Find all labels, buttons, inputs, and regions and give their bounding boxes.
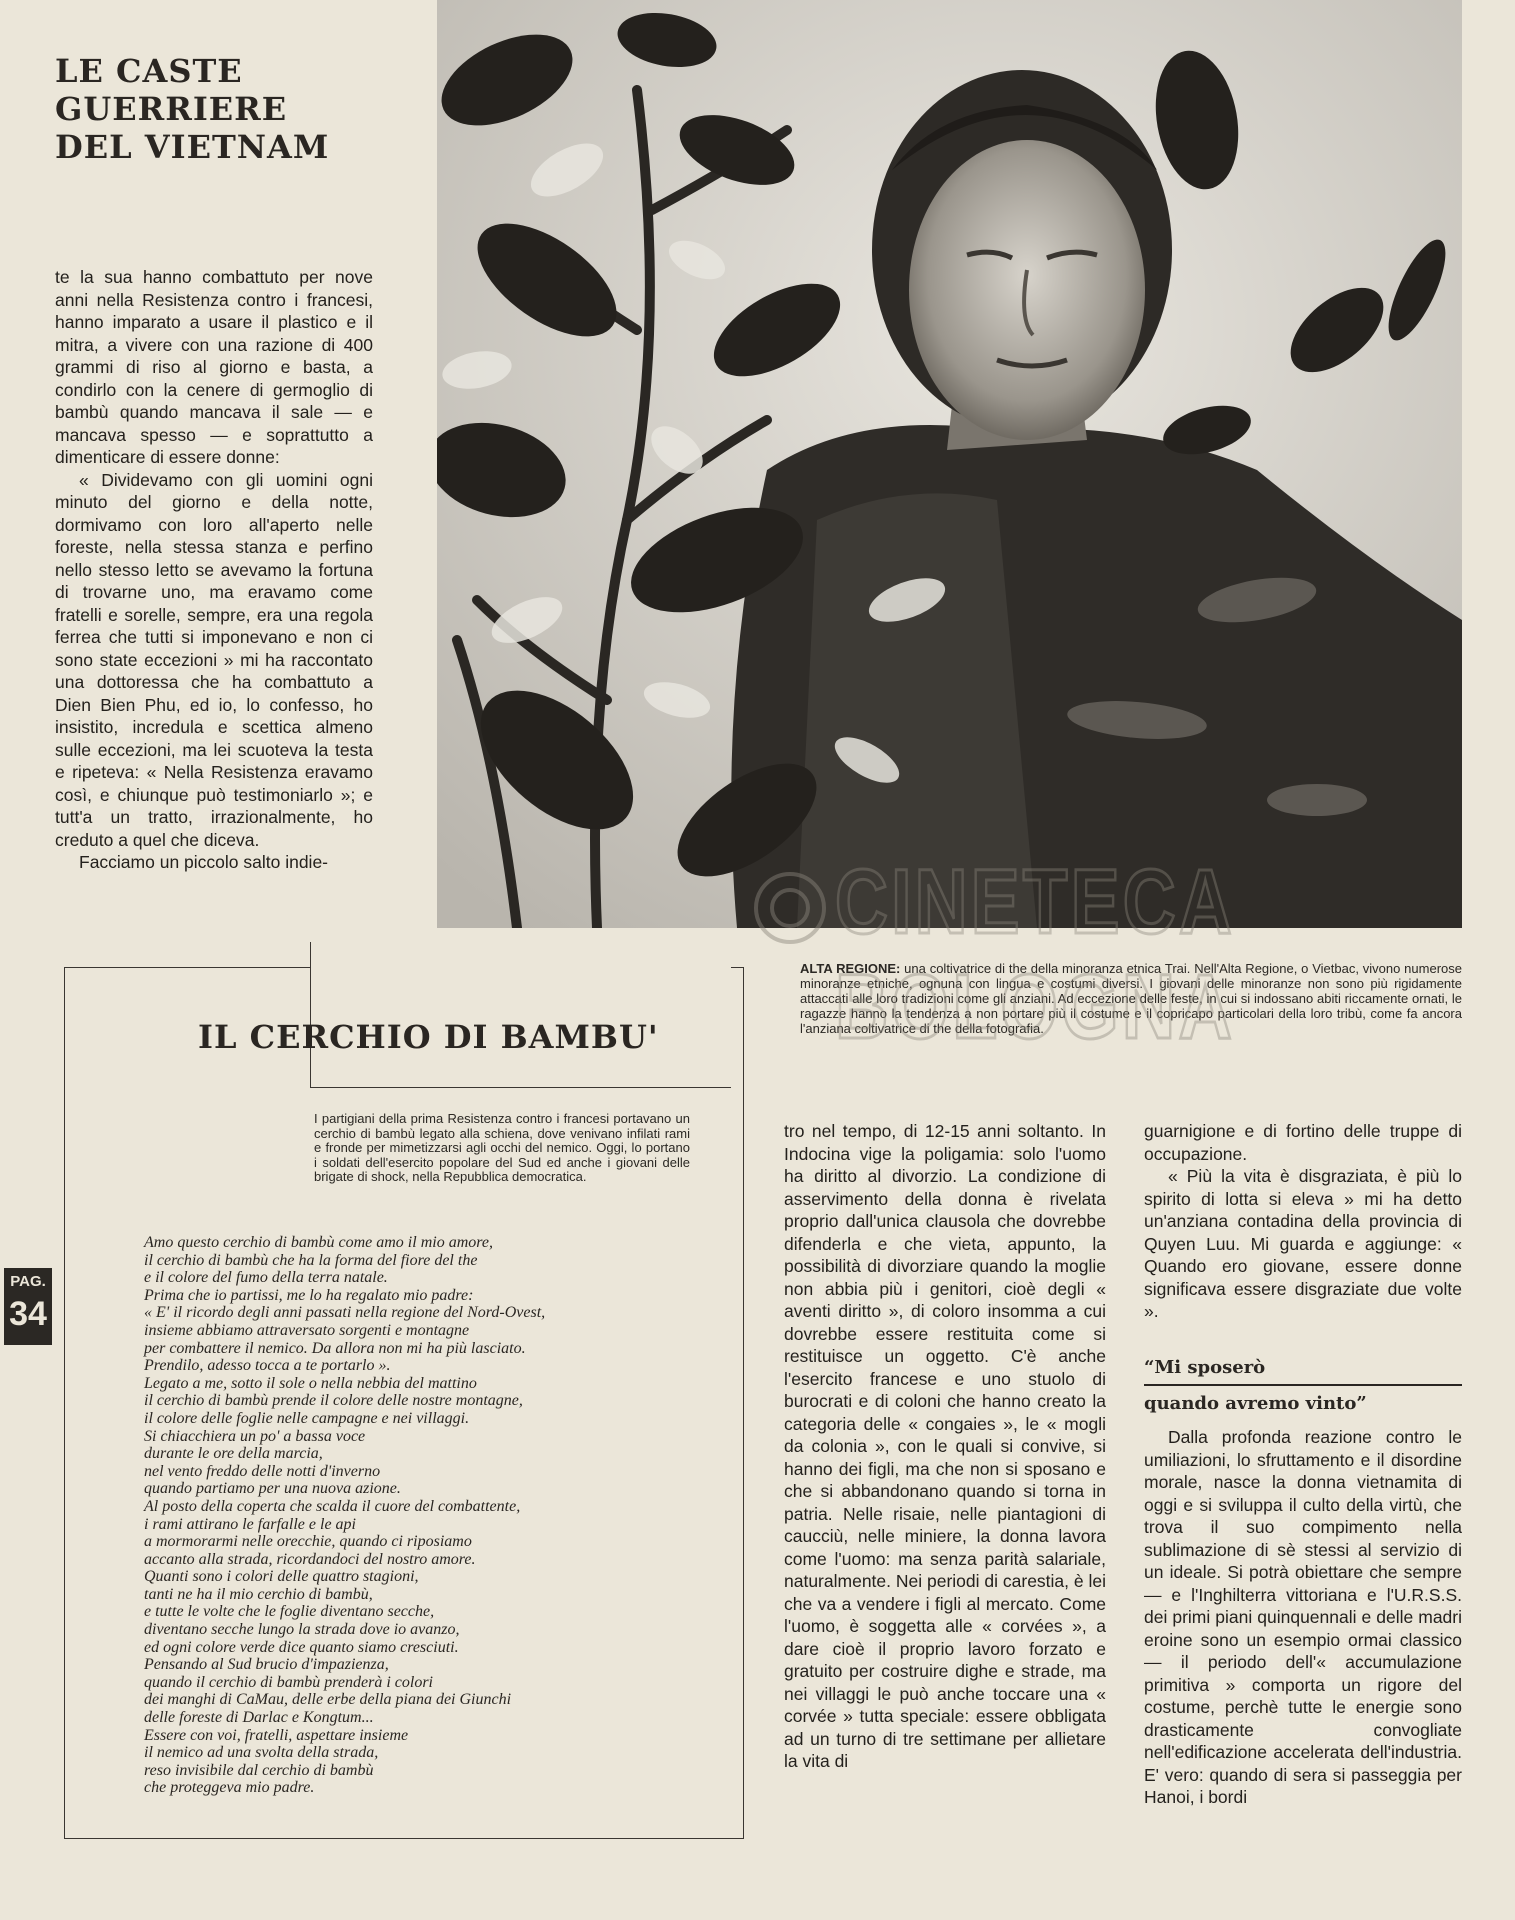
caption-text: una coltivatrice di the della minoranza etnica Trai. Nell'Alta Regione, o Vietbac, vivono numerose minoranze etniche, ognuna con lingua e costumi diversi. I giovani delle minoranze non sono più rigidamente attaccati alle loro tradizioni come gli anziani. Ad eccezione delle feste, in cui si indossano abiti riccamente ornati, le ragazze hanno la tendenza a non portare più il costume e il copricapo particolari della loro tribù, come fa ancora l'anziana coltivatrice di the della fotografia. — [800, 961, 1462, 1036]
paragraph: « Dividevamo con gli uomini ogni minuto del giorno e della notte, dormivamo con loro all'aperto nelle foreste, nella stessa stanza e perfino nello stesso letto se avevamo la fortuna di trovarne uno, ma eravamo come fratelli e sorelle, sempre, era una regola ferrea che tutti si imponevano e non ci sono state eccezioni » mi ha raccontato una dottoressa che ha combattuto a Dien Bien Phu, ed io, lo confesso, ho insistito, incredula e scettica almeno sulle eccezioni, ma lei scuoteva la testa e ripeteva: « Nella Resistenza eravamo così, e chiunque può testimoniarlo »; e tutt'a un tratto, irrazionalmente, ho creduto a quel che diceva. — [55, 469, 373, 850]
sidebar-title-frame — [310, 942, 731, 1088]
poem-line: Al posto della coperta che scalda il cuore del combattente, — [144, 1497, 521, 1515]
page-label: PAG. — [10, 1273, 46, 1290]
poem-line: reso invisibile dal cerchio di bambù — [144, 1761, 374, 1779]
poem-line: Amo questo cerchio di bambù come amo il mio amore, — [144, 1234, 493, 1251]
caption-label: ALTA REGIONE: — [800, 961, 901, 976]
left-text-column — [55, 266, 373, 874]
title-line: GUERRIERE — [55, 90, 288, 128]
photo-caption — [800, 961, 1462, 1036]
poem-line: per combattere il nemico. Da allora non mi ha più lasciato. — [144, 1339, 526, 1357]
subhead-line: “Mi sposerò — [1144, 1357, 1266, 1378]
poem-line: e il colore del fumo della terra natale. — [144, 1269, 388, 1287]
paragraph: Facciamo un piccolo salto indie- — [79, 852, 329, 872]
subhead-line: quando avremo vinto” — [1144, 1393, 1367, 1414]
poem-line: Pensando al Sud brucio d'impazienza, — [144, 1656, 389, 1674]
poem-line: ed ogni colore verde dice quanto siamo cresciuti. — [144, 1638, 459, 1656]
poem-line: il colore delle foglie nelle campagne e nei villaggi. — [144, 1409, 470, 1427]
poem-line: i rami attirano le farfalle e le api — [144, 1515, 356, 1533]
poem-line: Essere con voi, fratelli, aspettare insieme — [144, 1726, 409, 1744]
title-line: DEL VIETNAM — [55, 128, 330, 166]
section-subheading — [1144, 1356, 1462, 1416]
paragraph: guarnigione e di fortino delle truppe di occupazione. — [1144, 1121, 1462, 1164]
poem-line: insieme abbiamo attraversato sorgenti e montagne — [144, 1321, 470, 1339]
poem-line: quando il cerchio di bambù prenderà i colori — [144, 1673, 433, 1691]
poem-line: Si chiacchiera un po' a bassa voce — [144, 1427, 366, 1445]
poem-line: Prima che io partissi, me lo ha regalato mio padre: — [144, 1286, 474, 1304]
title-line: LE CASTE — [55, 52, 243, 90]
photo-illustration — [437, 0, 1462, 928]
poem-line: diventano secche lungo la strada dove io avanzo, — [144, 1621, 460, 1639]
poem-line: accanto alla strada, ricordandoci del nostro amore. — [144, 1550, 476, 1568]
paragraph: Dalla profonda reazione contro le umiliazioni, lo sfruttamento e il disordine morale, nasce la donna vietnamita di oggi e si sviluppa il culto della virtù, che trova il suo compimento nella sublimazione di sè stessi al servizio di un ideale. Si potrà obiettare che sempre — e l'Inghilterra vittoriana e l'U.R.S.S. dei primi piani quinquennali e delle madri eroine sono un esempio ormai classico — il periodo dell'« accumulazione primitiva » comporta un rigore del costume, perchè tutte le energie sono drasticamente convogliate nell'edificazione accelerata dell'industria. E' vero: quando di sera si passeggia per Hanoi, i bordi — [1144, 1427, 1462, 1807]
page-number: 34 — [9, 1295, 47, 1333]
right-text-column-continued — [1144, 1426, 1462, 1809]
photo-tea-farmer — [437, 0, 1462, 928]
svg-text:BOLOGNA: BOLOGNA — [835, 956, 1235, 1058]
middle-text-column — [784, 1120, 1106, 1773]
paragraph: tro nel tempo, di 12-15 anni soltanto. In Indocina vige la poligamia: solo l'uomo ha diritto al divorzio. La condizione di asservimento della donna è rivelata proprio dall'unica clausola che dovrebbe difenderla e che vieta, appunto, la possibilità di divorziare quando la moglie non abbia più i genitori, cioè degli « aventi diritto », di coloro insomma a cui dovrebbe essere restituita come si restituisce un oggetto. C'è anche l'esercito francese e uno stuolo di burocrati e di coloni che hanno creato la categoria delle « congaies », le « mogli da colonia », con le quali si convive, si hanno dei figli, ma che non si sposano e che si abbandonano quando si torna in patria. Nelle risaie, nelle piantagioni di caucciù, nelle miniere, la donna lavora come l'uomo: ma senza parità salariale, naturalmente. Nei periodi di carestia, è lei che va a vendere i figli al mercato. Come l'uomo, è soggetta alle « corvées », a dare cioè il proprio lavoro forzato e gratuito per costruire dighe e strade, ma nei villaggi le può anche toccare una « corvée » tutta speciale: essere obbligata ad un turno di tre settimane per allietare la vita di — [784, 1121, 1106, 1771]
poem-line: tanti ne ha il mio cerchio di bambù, — [144, 1585, 373, 1603]
paragraph: te la sua hanno combattuto per nove anni nella Resistenza contro i francesi, hanno imparato a usare il plastico e il mitra, a vivere con una razione di 400 grammi di riso al giorno e basta, a condirlo con la cenere di germoglio di bambù quando mancava il sale — e mancava spesso — e soprattutto a dimenticare di essere donne: — [55, 267, 373, 467]
poem-line: quando partiamo per una nuova azione. — [144, 1480, 401, 1498]
poem-line: Legato a me, sotto il sole o nella nebbia del mattino — [144, 1374, 477, 1392]
poem-line: Prendilo, adesso tocca a te portarlo ». — [144, 1357, 391, 1375]
article-title — [55, 52, 385, 166]
poem-line: « E' il ricordo degli anni passati nella regione del Nord-Ovest, — [144, 1304, 546, 1322]
poem — [144, 1234, 704, 1797]
poem-line: durante le ore della marcia, — [144, 1445, 323, 1463]
poem-line: a mormorarmi nelle orecchie, quando ci riposiamo — [144, 1533, 472, 1551]
poem-line: delle foreste di Darlac e Kongtum... — [144, 1709, 374, 1727]
paragraph: « Più la vita è disgraziata, è più lo spirito di lotta si eleva » mi ha detto un'anziana contadina della provincia di Quyen Luu. Mi guarda e aggiunge: « Quando ero giovane, essere donne significava essere disgraziate due volte ». — [1144, 1166, 1462, 1321]
poem-line: il cerchio di bambù che ha la forma del fiore del the — [144, 1251, 478, 1269]
sidebar-title: IL CERCHIO DI BAMBU' — [198, 1018, 659, 1056]
poem-line: dei manghi di CaMau, delle erbe della piana dei Giunchi — [144, 1691, 512, 1709]
poem-line: e tutte le volte che le foglie diventano secche, — [144, 1603, 435, 1621]
poem-line: che proteggeva mio padre. — [144, 1779, 315, 1797]
page-number-badge — [4, 1268, 52, 1345]
svg-text:CINETECA: CINETECA — [835, 851, 1235, 953]
subhead-rule — [1144, 1384, 1462, 1386]
poem-line: il cerchio di bambù prende il colore delle nostre montagne, — [144, 1392, 523, 1410]
right-text-column — [1144, 1120, 1462, 1323]
poem-line: Quanti sono i colori delle quattro stagioni, — [144, 1568, 419, 1586]
poem-line: nel vento freddo delle notti d'inverno — [144, 1462, 381, 1480]
sidebar-intro: I partigiani della prima Resistenza contro i francesi portavano un cerchio di bambù legato alla schiena, dove venivano infilati rami e fronde per mimetizzarsi agli occhi del nemico. Oggi, lo portano i soldati dell'esercito popolare del Sud ed anche i giovani delle brigate di shock, nella Repubblica democratica. — [314, 1111, 690, 1184]
poem-line: il nemico ad una svolta della strada, — [144, 1744, 379, 1762]
